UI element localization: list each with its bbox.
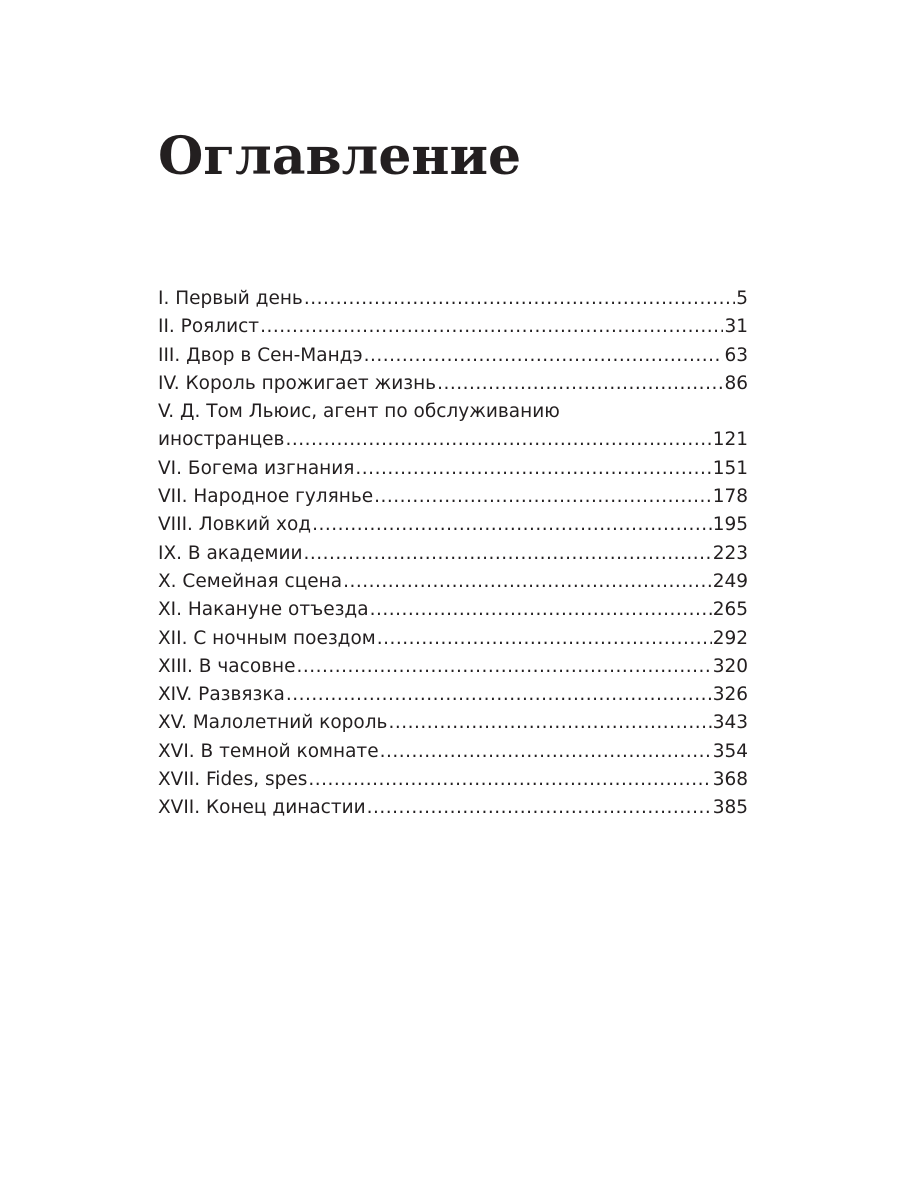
toc-entry	[158, 370, 748, 398]
toc-entry	[158, 625, 748, 653]
toc-page-number: 326	[712, 684, 748, 706]
toc-entry	[158, 540, 748, 568]
toc-page-number: 121	[712, 429, 748, 451]
toc-page-number: 223	[712, 542, 748, 564]
toc-entry	[158, 766, 748, 794]
toc-entry	[158, 313, 748, 341]
toc-entry-continuation	[158, 426, 748, 454]
dot-leader	[285, 426, 711, 454]
toc-entry	[158, 738, 748, 766]
dot-leader	[343, 568, 712, 596]
toc-entry-title: VIII. Ловкий ход	[158, 514, 312, 536]
dot-leader	[297, 653, 712, 681]
toc-entry	[158, 596, 748, 624]
dot-leader	[380, 738, 712, 766]
toc-entry-title-continued: иностранцев	[158, 429, 285, 451]
toc-page-number: 368	[712, 769, 748, 791]
toc-entry	[158, 342, 748, 370]
toc-entry-title: X. Семейная сцена	[158, 570, 343, 592]
toc-entry-title: I. Первый день	[158, 288, 303, 309]
toc-entry-title: II. Роялист	[158, 316, 260, 338]
toc-entry	[158, 681, 748, 709]
toc-entry	[158, 511, 748, 539]
page-title: Оглавление	[158, 126, 522, 187]
toc-page-number: 320	[712, 655, 748, 677]
toc-entry-title: XVI. В темной комнате	[158, 740, 379, 762]
toc-page-number: 63	[724, 344, 748, 366]
toc-entry	[158, 483, 748, 511]
dot-leader	[355, 455, 711, 483]
toc-entry	[158, 794, 748, 822]
toc-entry-title: XI. Накануне отъезда	[158, 599, 369, 621]
toc-page-number: 195	[712, 514, 748, 536]
dot-leader	[364, 342, 724, 370]
dot-leader	[437, 370, 723, 398]
toc-entry-title: XIV. Развязка	[158, 684, 285, 706]
toc-entry-title: XII. С ночным поездом	[158, 627, 376, 649]
dot-leader	[374, 483, 712, 511]
toc-entry	[158, 709, 748, 737]
toc-page-number: 178	[712, 486, 748, 508]
dot-leader	[388, 709, 711, 737]
toc-entry	[158, 568, 748, 596]
toc-page-number: 86	[724, 372, 748, 394]
toc-entry-title: XV. Малолетний король	[158, 712, 388, 734]
toc-entry-title: XVII. Конец династии	[158, 797, 366, 819]
toc-entry-title: XVII. Fides, spes	[158, 769, 308, 791]
toc-page-number: 385	[712, 797, 748, 819]
toc-page-number: 31	[724, 316, 748, 338]
dot-leader	[312, 511, 712, 539]
toc-page-number: 151	[712, 457, 748, 479]
toc-entry-title: III. Двор в Сен-Мандэ	[158, 344, 363, 366]
toc-entry-title: VI. Богема изгнания	[158, 457, 355, 479]
toc-entry-title: IX. В академии	[158, 542, 303, 564]
toc-entry	[158, 398, 748, 455]
dot-leader	[308, 766, 711, 794]
dot-leader	[367, 794, 712, 822]
dot-leader	[304, 540, 712, 568]
toc-page-number: 343	[712, 712, 748, 734]
toc-page-number: 265	[712, 599, 748, 621]
toc-page-number: 249	[712, 570, 748, 592]
dot-leader	[377, 625, 712, 653]
toc-entry	[158, 653, 748, 681]
toc-entry-title: IV. Король прожигает жизнь	[158, 372, 437, 394]
toc-page-number: 5	[736, 288, 748, 309]
toc-entry-title: V. Д. Том Льюис, агент по обслуживанию	[158, 401, 560, 423]
toc-entry	[158, 285, 748, 313]
toc-page-number: 354	[712, 740, 748, 762]
table-of-contents	[158, 285, 748, 823]
dot-leader	[370, 596, 712, 624]
toc-page-number: 292	[712, 627, 748, 649]
dot-leader	[304, 285, 735, 313]
dot-leader	[286, 681, 712, 709]
toc-entry	[158, 455, 748, 483]
dot-leader	[260, 313, 723, 341]
toc-entry-title: XIII. В часовне	[158, 655, 296, 677]
toc-entry-title: VII. Народное гулянье	[158, 486, 374, 508]
